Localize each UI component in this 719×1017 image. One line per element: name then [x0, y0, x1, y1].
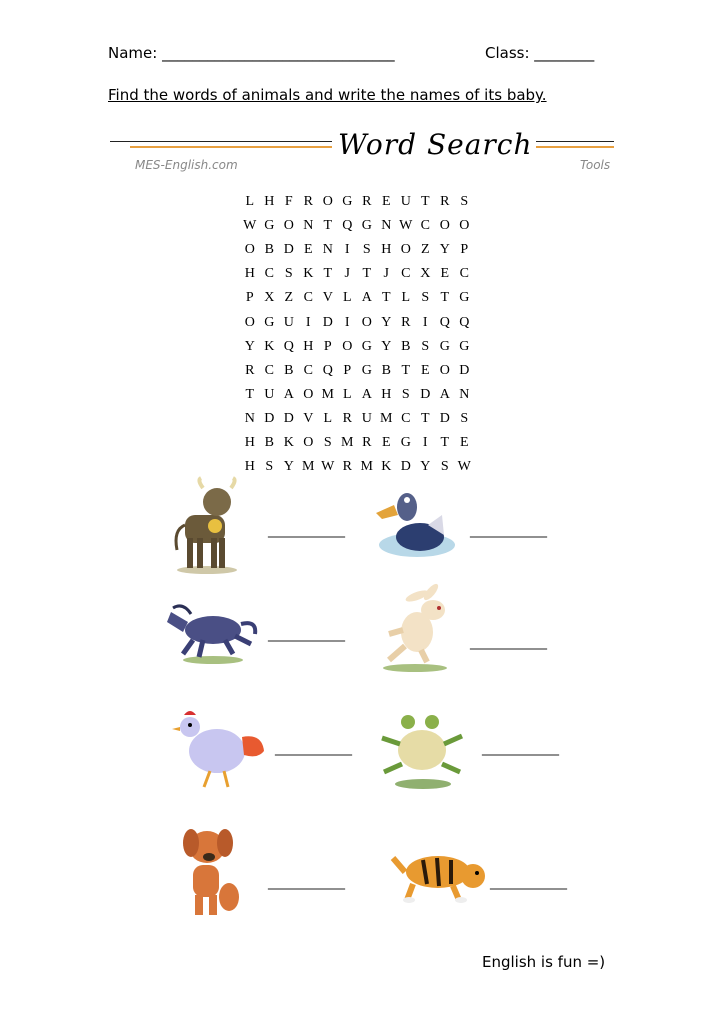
grid-letter[interactable]: Y	[381, 314, 392, 330]
grid-letter[interactable]: S	[265, 459, 274, 475]
grid-letter[interactable]: Y	[283, 459, 294, 475]
banner-tools: Tools	[580, 158, 611, 172]
grid-letter[interactable]: B	[401, 338, 411, 354]
grid-row	[240, 190, 474, 214]
grid-letter[interactable]: A	[361, 386, 372, 402]
grid-row	[240, 455, 474, 479]
grid-letter[interactable]: S	[323, 434, 332, 450]
grid-letter[interactable]: C	[264, 266, 274, 282]
grid-letter[interactable]: G	[342, 194, 353, 210]
grid-letter[interactable]: C	[401, 410, 411, 426]
grid-letter[interactable]: C	[303, 290, 313, 306]
grid-letter[interactable]: Y	[439, 242, 450, 258]
grid-letter[interactable]: S	[362, 242, 371, 258]
grid-letter[interactable]: L	[323, 410, 333, 426]
hen-icon	[172, 703, 267, 793]
grid-letter[interactable]: N	[381, 218, 392, 234]
grid-letter[interactable]: Q	[342, 218, 353, 234]
grid-letter[interactable]: W	[321, 459, 335, 475]
grid-letter[interactable]: R	[362, 434, 372, 450]
name-blank: _______________________________	[162, 44, 395, 62]
answer-blank-4[interactable]: ___________	[470, 634, 547, 650]
name-field	[108, 44, 395, 62]
grid-letter[interactable]: W	[457, 459, 471, 475]
banner-rule-left	[110, 141, 332, 142]
banner-accent-right	[536, 146, 614, 148]
grid-letter[interactable]: D	[264, 410, 275, 426]
grid-letter[interactable]: P	[245, 290, 254, 306]
grid-letter[interactable]: R	[440, 194, 450, 210]
grid-letter[interactable]: Z	[284, 290, 294, 306]
grid-letter[interactable]: K	[283, 434, 294, 450]
grid-letter[interactable]: O	[439, 218, 450, 234]
grid-letter[interactable]: U	[400, 194, 411, 210]
grid-letter[interactable]: L	[245, 194, 255, 210]
grid-letter[interactable]: H	[264, 194, 275, 210]
grid-letter[interactable]: E	[420, 362, 430, 378]
name-label: Name:	[108, 44, 163, 62]
grid-letter[interactable]: C	[303, 362, 313, 378]
answer-blank-8[interactable]: ___________	[490, 874, 567, 890]
grid-letter[interactable]: T	[440, 434, 450, 450]
grid-row	[240, 262, 474, 286]
grid-letter[interactable]: H	[244, 434, 255, 450]
grid-letter[interactable]: I	[344, 314, 350, 330]
grid-letter[interactable]: L	[401, 290, 411, 306]
answer-blank-1[interactable]: ___________	[268, 522, 345, 538]
grid-letter[interactable]: S	[421, 338, 430, 354]
rabbit-icon	[375, 590, 465, 675]
grid-row	[240, 407, 474, 431]
grid-letter[interactable]: Y	[244, 338, 255, 354]
answer-blank-3[interactable]: ___________	[268, 626, 345, 642]
grid-letter[interactable]: N	[244, 410, 255, 426]
grid-letter[interactable]: Q	[459, 314, 470, 330]
grid-letter[interactable]: H	[244, 266, 255, 282]
answer-blank-7[interactable]: ___________	[268, 874, 345, 890]
grid-letter[interactable]: R	[245, 362, 255, 378]
tiger-icon	[393, 838, 493, 908]
dog-icon	[177, 825, 247, 920]
grid-letter[interactable]: X	[264, 290, 275, 306]
grid-letter[interactable]: K	[381, 459, 392, 475]
grid-letter[interactable]: D	[420, 386, 431, 402]
grid-letter[interactable]: M	[321, 386, 334, 402]
grid-letter[interactable]: H	[303, 338, 314, 354]
grid-letter[interactable]: W	[399, 218, 413, 234]
grid-letter[interactable]: G	[400, 434, 411, 450]
grid-letter[interactable]: A	[283, 386, 294, 402]
grid-letter[interactable]: S	[460, 194, 469, 210]
grid-letter[interactable]: S	[460, 410, 469, 426]
grid-letter[interactable]: Z	[420, 242, 430, 258]
grid-letter[interactable]: R	[342, 410, 352, 426]
grid-letter[interactable]: S	[284, 266, 293, 282]
answer-blank-2[interactable]: ___________	[470, 522, 547, 538]
grid-letter[interactable]: P	[323, 338, 332, 354]
frog-icon	[378, 708, 468, 793]
grid-letter[interactable]: U	[283, 314, 294, 330]
grid-letter[interactable]: T	[245, 386, 255, 402]
grid-letter[interactable]: P	[460, 242, 469, 258]
banner-accent-left	[130, 146, 332, 148]
grid-letter[interactable]: O	[244, 242, 255, 258]
grid-letter[interactable]: T	[420, 410, 430, 426]
grid-letter[interactable]: D	[439, 410, 450, 426]
grid-letter[interactable]: K	[303, 266, 314, 282]
grid-letter[interactable]: O	[303, 434, 314, 450]
horse-icon	[163, 592, 258, 667]
grid-letter[interactable]: O	[439, 362, 450, 378]
answer-blank-6[interactable]: ___________	[482, 740, 559, 756]
grid-letter[interactable]: T	[323, 218, 333, 234]
grid-letter[interactable]: T	[440, 290, 450, 306]
grid-letter[interactable]: G	[264, 218, 275, 234]
grid-letter[interactable]: O	[303, 386, 314, 402]
grid-letter[interactable]: U	[361, 410, 372, 426]
grid-letter[interactable]: O	[322, 194, 333, 210]
grid-letter[interactable]: T	[381, 290, 391, 306]
footer-text: English is fun =)	[482, 953, 606, 971]
grid-letter[interactable]: H	[244, 459, 255, 475]
grid-letter[interactable]: V	[322, 290, 333, 306]
grid-letter[interactable]: S	[421, 290, 430, 306]
grid-letter[interactable]: M	[341, 434, 354, 450]
grid-letter[interactable]: T	[362, 266, 372, 282]
cow-icon	[165, 480, 250, 575]
grid-letter[interactable]: Q	[283, 338, 294, 354]
grid-row	[240, 214, 474, 238]
grid-letter[interactable]: O	[283, 218, 294, 234]
grid-letter[interactable]: W	[243, 218, 257, 234]
class-field	[485, 44, 594, 62]
class-blank: ________	[534, 44, 595, 62]
grid-letter[interactable]: O	[459, 218, 470, 234]
grid-row	[240, 335, 474, 359]
grid-letter[interactable]: O	[244, 314, 255, 330]
grid-letter[interactable]: J	[344, 266, 350, 282]
grid-letter[interactable]: E	[459, 434, 469, 450]
grid-letter[interactable]: X	[420, 266, 431, 282]
grid-letter[interactable]: Y	[420, 459, 431, 475]
banner-brand: MES-English.com	[135, 158, 238, 172]
grid-letter[interactable]: G	[459, 338, 470, 354]
grid-letter[interactable]: R	[401, 314, 411, 330]
grid-row	[240, 383, 474, 407]
grid-letter[interactable]: D	[459, 362, 470, 378]
grid-letter[interactable]: U	[264, 386, 275, 402]
grid-letter[interactable]: G	[439, 338, 450, 354]
grid-letter[interactable]: L	[342, 290, 352, 306]
grid-row	[240, 238, 474, 262]
banner-rule-right	[536, 141, 614, 142]
class-label: Class:	[485, 44, 535, 62]
grid-letter[interactable]: G	[361, 338, 372, 354]
grid-letter[interactable]: N	[322, 242, 333, 258]
grid-letter[interactable]: G	[361, 362, 372, 378]
grid-letter[interactable]: A	[439, 386, 450, 402]
grid-letter[interactable]: I	[305, 314, 311, 330]
grid-letter[interactable]: Q	[439, 314, 450, 330]
grid-letter[interactable]: D	[283, 242, 294, 258]
grid-letter[interactable]: E	[303, 242, 313, 258]
grid-letter[interactable]: D	[322, 314, 333, 330]
grid-letter[interactable]: H	[381, 242, 392, 258]
grid-letter[interactable]: O	[400, 242, 411, 258]
grid-letter[interactable]: B	[264, 434, 274, 450]
grid-letter[interactable]: B	[264, 242, 274, 258]
grid-letter[interactable]: R	[303, 194, 313, 210]
grid-letter[interactable]: M	[302, 459, 315, 475]
grid-letter[interactable]: P	[343, 362, 352, 378]
grid-letter[interactable]: O	[361, 314, 372, 330]
grid-row	[240, 310, 474, 334]
grid-letter[interactable]: G	[264, 314, 275, 330]
grid-letter[interactable]: B	[381, 362, 391, 378]
grid-letter[interactable]: G	[459, 290, 470, 306]
grid-letter[interactable]: Q	[322, 362, 333, 378]
grid-letter[interactable]: N	[459, 386, 470, 402]
grid-letter[interactable]: R	[342, 459, 352, 475]
grid-letter[interactable]: S	[440, 459, 449, 475]
grid-letter[interactable]: A	[361, 290, 372, 306]
grid-letter[interactable]: F	[284, 194, 293, 210]
grid-letter[interactable]: M	[360, 459, 373, 475]
grid-letter[interactable]: S	[401, 386, 410, 402]
grid-letter[interactable]: T	[401, 362, 411, 378]
grid-letter[interactable]: K	[264, 338, 275, 354]
grid-letter[interactable]: I	[344, 242, 350, 258]
grid-letter[interactable]: I	[422, 434, 428, 450]
grid-letter[interactable]: C	[459, 266, 469, 282]
grid-row	[240, 431, 474, 455]
grid-letter[interactable]: V	[303, 410, 314, 426]
grid-letter[interactable]: J	[383, 266, 389, 282]
grid-letter[interactable]: L	[342, 386, 352, 402]
grid-letter[interactable]: N	[303, 218, 314, 234]
grid-letter[interactable]: C	[420, 218, 430, 234]
grid-letter[interactable]: I	[422, 314, 428, 330]
banner-title: Word Search	[338, 128, 533, 161]
duck-icon	[372, 485, 457, 565]
grid-letter[interactable]: G	[361, 218, 372, 234]
word-search-grid	[240, 190, 474, 479]
instruction-text: Find the words of animals and write the names of its baby.	[108, 86, 547, 104]
grid-letter[interactable]: B	[284, 362, 294, 378]
grid-letter[interactable]: Y	[381, 338, 392, 354]
grid-letter[interactable]: O	[342, 338, 353, 354]
grid-letter[interactable]: D	[400, 459, 411, 475]
grid-letter[interactable]: T	[420, 194, 430, 210]
grid-letter[interactable]: C	[264, 362, 274, 378]
grid-row	[240, 359, 474, 383]
grid-letter[interactable]: H	[381, 386, 392, 402]
answer-blank-5[interactable]: ___________	[275, 740, 352, 756]
grid-letter[interactable]: M	[380, 410, 393, 426]
grid-letter[interactable]: E	[381, 194, 391, 210]
grid-letter[interactable]: E	[381, 434, 391, 450]
grid-letter[interactable]: E	[440, 266, 450, 282]
grid-letter[interactable]: C	[401, 266, 411, 282]
grid-letter[interactable]: R	[362, 194, 372, 210]
grid-letter[interactable]: D	[283, 410, 294, 426]
grid-letter[interactable]: T	[323, 266, 333, 282]
grid-row	[240, 286, 474, 310]
